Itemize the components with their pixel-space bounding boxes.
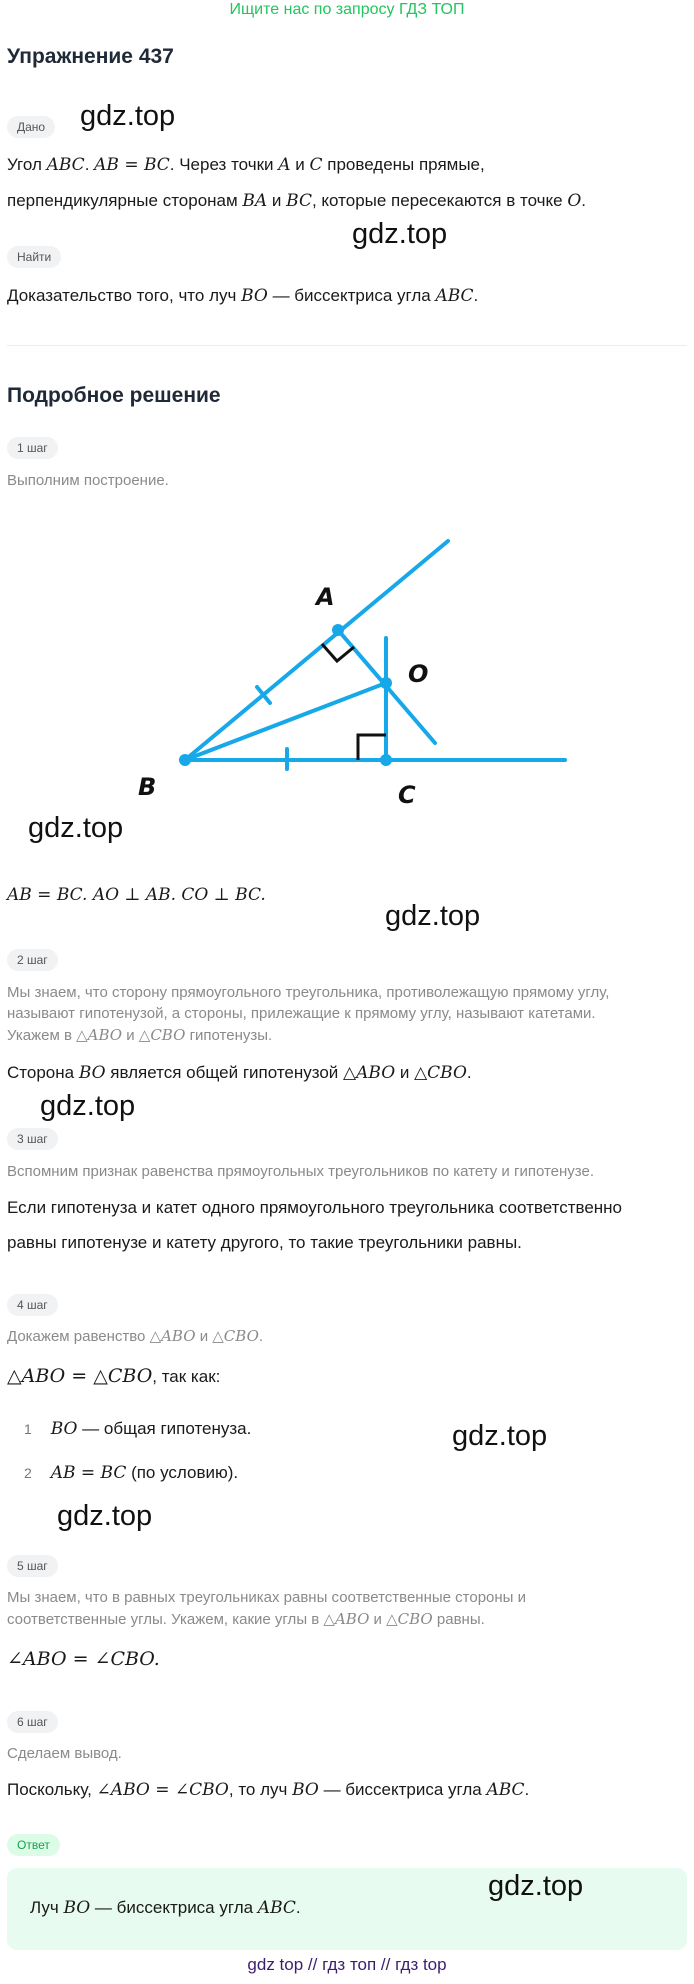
step-5-note-1: Мы знаем, что в равных треугольниках равны соответственные стороны и — [7, 1589, 526, 1606]
step-6-main: Поскольку, ∠ABO = ∠CBO, то луч BO — биссектриса угла ABC. — [7, 1780, 530, 1800]
step-6-badge: 6 шаг — [7, 1711, 58, 1733]
point-o-dot — [380, 677, 392, 689]
given-badge: Дано — [7, 116, 55, 138]
right-angle-mark-a — [322, 644, 354, 661]
watermark: gdz.top — [452, 1420, 548, 1452]
section-divider — [7, 345, 687, 346]
step-2-note-2: называют гипотенузой, а стороны, прилежащие к прямому углу, называют катетами. — [7, 1005, 596, 1022]
step-5-formula: ∠ABO = ∠CBO. — [7, 1648, 160, 1670]
answer-text: Луч BO — биссектриса угла ABC. — [30, 1898, 301, 1918]
watermark: gdz.top — [352, 218, 448, 250]
step-1-intro: Выполним построение. — [7, 472, 169, 489]
step-4-note: Докажем равенство △ABO и △CBO. — [7, 1327, 264, 1345]
given-line-2: перпендикулярные сторонам BA и BC, которые пересекаются в точке O. — [7, 191, 586, 211]
point-a-dot — [332, 624, 344, 636]
step-2-note-1: Мы знаем, что сторону прямоугольного треугольника, противолежащую прямому углу, — [7, 984, 610, 1001]
label-o: O — [408, 660, 429, 688]
label-a: A — [316, 583, 335, 611]
find-text: Доказательство того, что луч BO — биссектриса угла ABC. — [7, 286, 479, 306]
step-1-formula: AB = BC. AO ⊥ AB. CO ⊥ BC. — [7, 885, 266, 905]
construction-figure — [0, 520, 694, 820]
point-c-dot — [380, 754, 392, 766]
watermark: gdz.top — [57, 1500, 153, 1532]
point-b-dot — [179, 754, 191, 766]
watermark: gdz.top — [488, 1870, 584, 1902]
step-4-list-item-1: 1 BO — общая гипотенуза. — [24, 1419, 252, 1439]
watermark: gdz.top — [40, 1090, 136, 1122]
step-3-main-1: Если гипотенуза и катет одного прямоугольного треугольника соответственно — [7, 1198, 623, 1217]
label-b: B — [138, 773, 157, 801]
ray-ba — [185, 541, 448, 760]
step-6-note: Сделаем вывод. — [7, 1745, 122, 1762]
watermark: gdz.top — [80, 100, 176, 132]
search-hint-link[interactable]: Ищите нас по запросу ГДЗ ТОП — [229, 1, 465, 18]
footer-links[interactable]: gdz top // гдз топ // гдз top — [247, 1955, 447, 1974]
step-2-main: Сторона BO является общей гипотенузой △ABO и △CBO. — [7, 1063, 472, 1083]
solution-title: Подробное решение — [7, 384, 221, 407]
step-5-badge: 5 шаг — [7, 1555, 58, 1577]
step-5-note-2: соответственные углы. Укажем, какие углы в △ABO и △CBO равны. — [7, 1610, 485, 1628]
step-2-badge: 2 шаг — [7, 949, 58, 971]
step-3-badge: 3 шаг — [7, 1128, 58, 1150]
label-c: C — [398, 781, 416, 809]
step-2-note-3: Укажем в △ABO и △CBO гипотенузы. — [7, 1026, 273, 1044]
exercise-title: Упражнение 437 — [7, 45, 174, 68]
step-1-badge: 1 шаг — [7, 437, 58, 459]
answer-badge: Ответ — [7, 1834, 60, 1856]
step-3-main-2: равны гипотенузе и катету другого, то такие треугольники равны. — [7, 1233, 522, 1252]
watermark: gdz.top — [28, 812, 124, 844]
step-4-badge: 4 шаг — [7, 1294, 58, 1316]
watermark: gdz.top — [385, 900, 481, 932]
find-badge: Найти — [7, 246, 61, 268]
step-3-note: Вспомним признак равенства прямоугольных треугольников по катету и гипотенузе. — [7, 1163, 594, 1180]
step-4-main: △ABO = △CBO, так как: — [7, 1365, 221, 1387]
step-4-list-item-2: 2 AB = BC (по условию). — [24, 1463, 239, 1483]
given-line-1: Угол ABC. AB = BC. Через точки A и C проведены прямые, — [7, 155, 485, 175]
